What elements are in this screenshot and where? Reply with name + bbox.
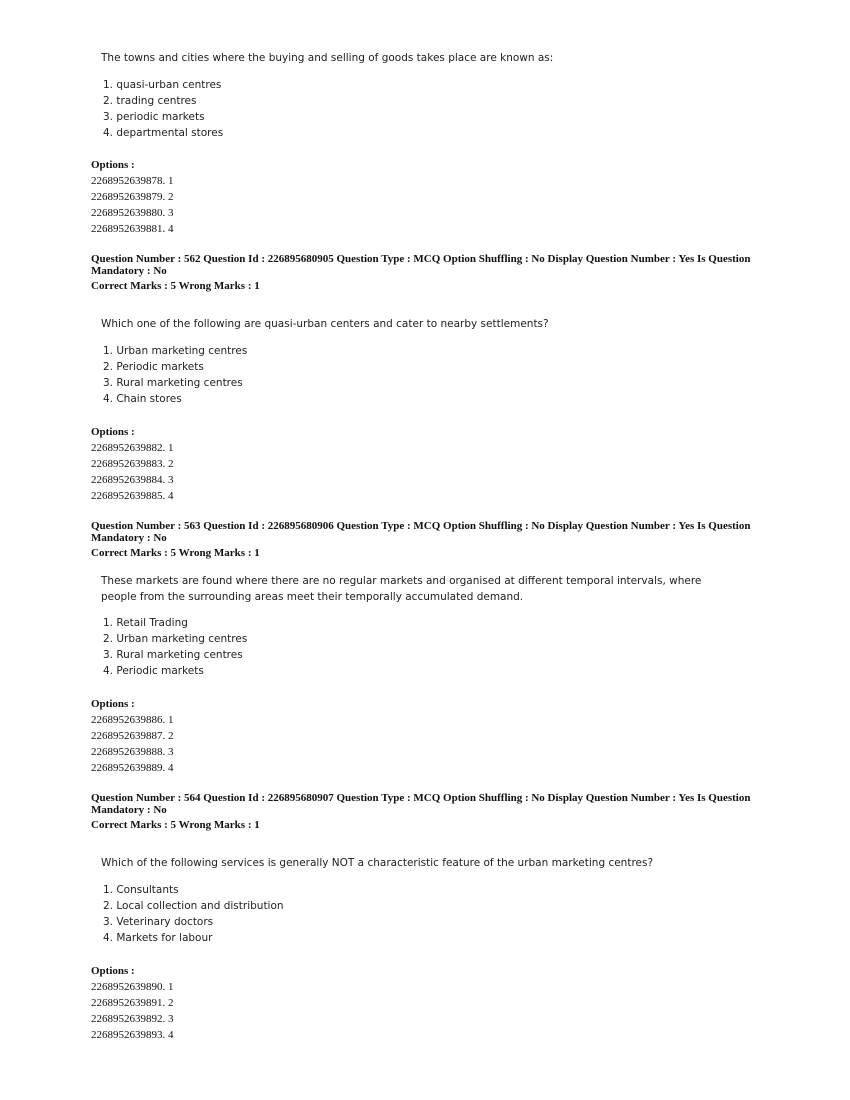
question-line: These markets are found where there are no regular markets and organised at different temporal intervals, where <box>101 575 702 587</box>
options-list <box>91 157 174 237</box>
options-label: Options : <box>91 426 135 438</box>
question-text <box>101 316 549 332</box>
answer-choice: 2. Periodic markets <box>103 361 204 373</box>
answer-choices <box>103 615 247 679</box>
option-id: 2268952639891. 2 <box>91 997 174 1009</box>
question-text <box>101 573 701 605</box>
option-id: 2268952639883. 2 <box>91 458 174 470</box>
options-label: Options : <box>91 965 135 977</box>
question-line: Which one of the following are quasi-urban centers and cater to nearby settlements? <box>101 318 549 330</box>
option-id: 2268952639879. 2 <box>91 191 174 203</box>
question-header: Question Number : 562 Question Id : 226895680905 Question Type : MCQ Option Shuffling : No Display Question Number : Yes Is Question Mandatory : No <box>91 253 751 277</box>
option-id: 2268952639890. 1 <box>91 981 174 993</box>
answer-choice: 1. quasi-urban centres <box>103 79 222 91</box>
option-id: 2268952639888. 3 <box>91 746 174 758</box>
option-id: 2268952639893. 4 <box>91 1029 174 1041</box>
options-list <box>91 696 174 776</box>
question-text <box>101 50 553 66</box>
marks-line: Correct Marks : 5 Wrong Marks : 1 <box>91 280 260 292</box>
answer-choice: 4. departmental stores <box>103 127 224 139</box>
answer-choice: 3. periodic markets <box>103 111 205 123</box>
question-meta <box>91 253 751 292</box>
answer-choice: 4. Periodic markets <box>103 665 204 677</box>
answer-choice: 1. Urban marketing centres <box>103 345 248 357</box>
options-label: Options : <box>91 698 135 710</box>
answer-choice: 4. Markets for labour <box>103 932 213 944</box>
answer-choice: 2. Urban marketing centres <box>103 633 248 645</box>
answer-choice: 1. Retail Trading <box>103 617 188 629</box>
option-id: 2268952639881. 4 <box>91 223 174 235</box>
answer-choice: 3. Veterinary doctors <box>103 916 214 928</box>
question-line: Which of the following services is generally NOT a characteristic feature of the urban marketing centres? <box>101 857 654 869</box>
options-list <box>91 963 174 1043</box>
option-id: 2268952639882. 1 <box>91 442 174 454</box>
marks-line: Correct Marks : 5 Wrong Marks : 1 <box>91 547 260 559</box>
question-meta <box>91 792 751 831</box>
answer-choices <box>103 882 284 946</box>
answer-choice: 4. Chain stores <box>103 393 182 405</box>
option-id: 2268952639878. 1 <box>91 175 174 187</box>
question-line: people from the surrounding areas meet their temporally accumulated demand. <box>101 591 524 603</box>
question-meta <box>91 520 751 559</box>
question-header: Question Number : 564 Question Id : 226895680907 Question Type : MCQ Option Shuffling : No Display Question Number : Yes Is Question Mandatory : No <box>91 792 751 816</box>
answer-choices <box>103 77 223 141</box>
answer-choices <box>103 343 247 407</box>
option-id: 2268952639885. 4 <box>91 490 174 502</box>
option-id: 2268952639889. 4 <box>91 762 174 774</box>
question-text <box>101 855 653 871</box>
option-id: 2268952639880. 3 <box>91 207 174 219</box>
question-header: Question Number : 563 Question Id : 226895680906 Question Type : MCQ Option Shuffling : No Display Question Number : Yes Is Question Mandatory : No <box>91 520 751 544</box>
option-id: 2268952639887. 2 <box>91 730 174 742</box>
option-id: 2268952639884. 3 <box>91 474 174 486</box>
option-id: 2268952639892. 3 <box>91 1013 174 1025</box>
answer-choice: 3. Rural marketing centres <box>103 377 243 389</box>
option-id: 2268952639886. 1 <box>91 714 174 726</box>
options-list <box>91 424 174 504</box>
answer-choice: 2. Local collection and distribution <box>103 900 284 912</box>
options-label: Options : <box>91 159 135 171</box>
answer-choice: 3. Rural marketing centres <box>103 649 243 661</box>
marks-line: Correct Marks : 5 Wrong Marks : 1 <box>91 819 260 831</box>
answer-choice: 2. trading centres <box>103 95 197 107</box>
question-line: The towns and cities where the buying and selling of goods takes place are known as: <box>101 52 554 64</box>
answer-choice: 1. Consultants <box>103 884 179 896</box>
